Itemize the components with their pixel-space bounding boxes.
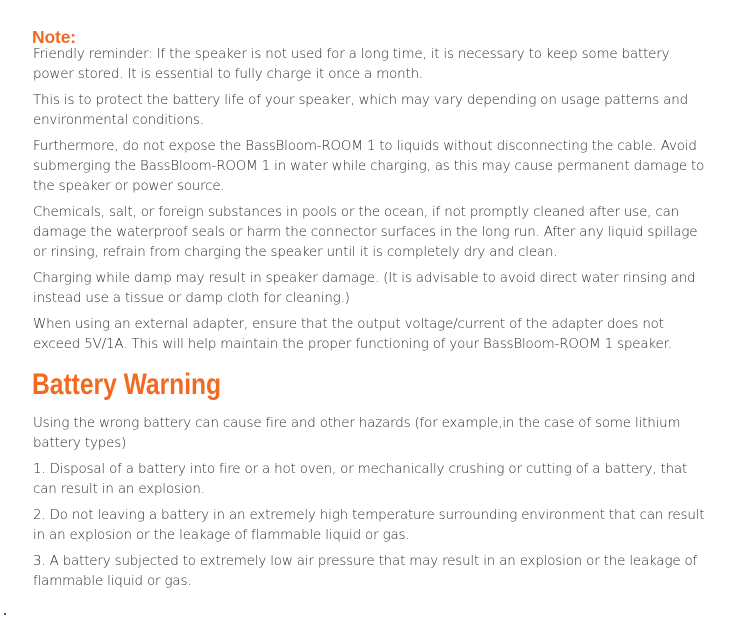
note-paragraph-2: This is to protect the battery life of your speaker, which may vary depending on usage patterns and environmental conditions. bbox=[33, 93, 688, 128]
battery-warning-item-2: 2. Do not leaving a battery in an extremely high temperature surrounding environment that can result in an explosion or the leakage of flammable liquid or gas. bbox=[33, 508, 705, 543]
battery-warning-heading: Battery Warning bbox=[32, 368, 222, 401]
note-paragraph-1: Friendly reminder: If the speaker is not used for a long time, it is necessary to keep some battery power stored. It is essential to fully charge it once a month. bbox=[33, 47, 670, 82]
note-paragraph-3: Furthermore, do not expose the BassBloom-ROOM 1 to liquids without disconnecting the cable. Avoid submerging the BassBloom-ROOM 1 in water while charging, as this may cause permanent damage to the speaker or power source. bbox=[33, 139, 705, 194]
note-paragraph-5: Charging while damp may result in speaker damage. (It is advisable to avoid direct water rinsing and instead use a tissue or damp cloth for cleaning.) bbox=[33, 271, 696, 306]
note-paragraph-6: When using an external adapter, ensure that the output voltage/current of the adapter does not exceed 5V/1A. This will help maintain the proper functioning of your BassBloom-ROOM 1 speaker. bbox=[33, 317, 672, 352]
battery-warning-item-3: 3. A battery subjected to extremely low air pressure that may result in an explosion or the leakage of flammable liquid or gas. bbox=[33, 554, 698, 589]
corner-dot bbox=[4, 613, 6, 615]
note-heading: Note: bbox=[32, 27, 76, 47]
note-paragraph-4: Chemicals, salt, or foreign substances in pools or the ocean, if not promptly cleaned after use, can damage the waterproof seals or harm the connector surfaces in the long run. After any liquid spillage or rinsing, refrain from charging the speaker until it is completely dry and clean. bbox=[33, 205, 698, 260]
battery-warning-intro: Using the wrong battery can cause fire and other hazards (for example,in the case of some lithium battery types) bbox=[33, 416, 681, 451]
battery-warning-item-1: 1. Disposal of a battery into fire or a hot oven, or mechanically crushing or cutting of a battery, that can result in an explosion. bbox=[33, 462, 688, 497]
